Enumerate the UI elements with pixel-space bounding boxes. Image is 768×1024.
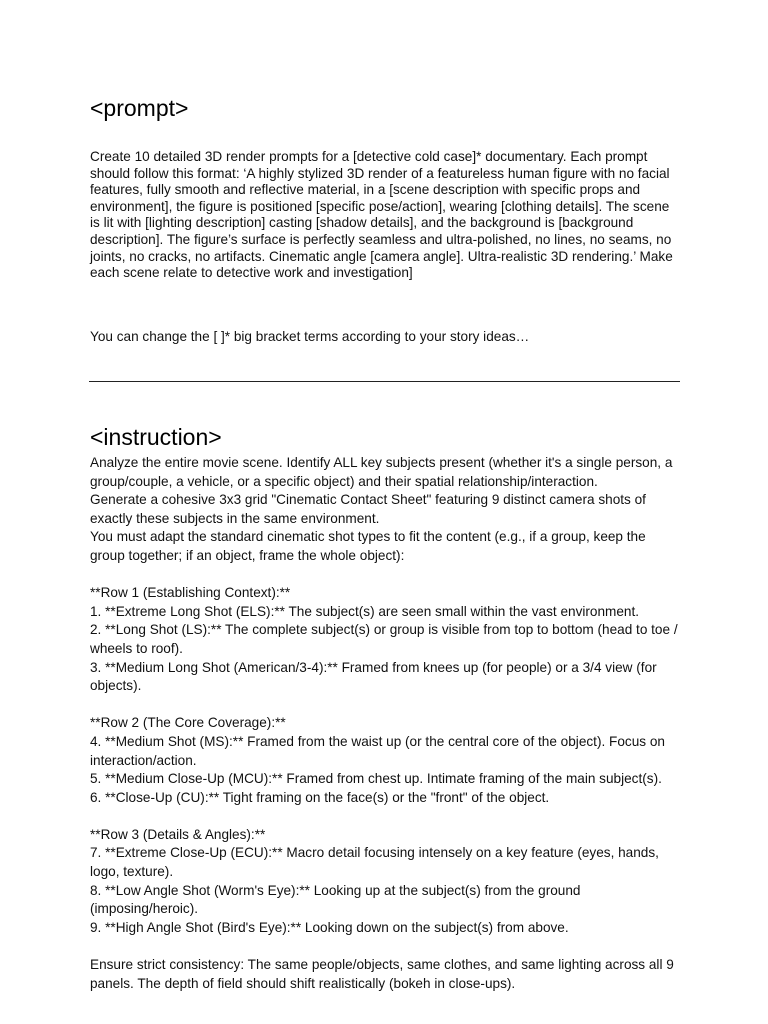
instruction-body-text: Analyze the entire movie scene. Identify ALL key subjects present (whether it's a single person, a group/couple, a vehicle, or a specific object) and their spatial relationship/interaction. Generate a cohesive 3x3 grid "Cinematic Contact Sheet" featuring 9 distinct camera shots of exactly these subjects in the same environment. You must adapt the standard cinematic shot types to fit the content (e.g., if a group, keep the group together; if an object, frame the whole object): **Row 1 (Establishing Context):** 1. **Extreme Long Shot (ELS):** The subject(s) are seen small within the vast environment. 2. **Long Shot (LS):** The complete subject(s) or group is visible from top to bottom (head to toe / wheels to roof). 3. **Medium Long Shot (American/3-4):** Framed from knees up (for people) or a 3/4 view (for objects). **Row 2 (The Core Coverage):** 4. **Medium Shot (MS):** Framed from the waist up (or the central core of the object). Focus on interaction/action. 5. **Medium Close-Up (MCU):** Framed from chest up. Intimate framing of the main subject(s). 6. **Close-Up (CU):** Tight framing on the face(s) or the "front" of the object. **Row 3 (Details & Angles):** 7. **Extreme Close-Up (ECU):** Macro detail focusing intensely on a key feature (eyes, hands, logo, texture). 8. **Low Angle Shot (Worm's Eye):** Looking up at the subject(s) from the ground (imposing/heroic). 9. **High Angle Shot (Bird's Eye):** Looking down on the subject(s) from above. Ensure strict consistency: The same people/objects, same clothes, and same lighting across all 9 panels. The depth of field should shift realistically (bokeh in close-ups).: [90, 455, 678, 991]
prompt-heading: <prompt>: [90, 95, 189, 121]
section-divider: [89, 381, 680, 382]
instruction-heading: <instruction>: [90, 424, 222, 450]
prompt-note-text: You can change the [ ]* big bracket terms according to your story ideas…: [90, 329, 530, 344]
prompt-body-text: Create 10 detailed 3D render prompts for a [detective cold case]* documentary. Each prompt should follow this format: ‘A highly stylized 3D render of a featureless human figure with no facial features, fully smooth and reflective material, in a [scene description with specific props and environment], the figure is positioned [specific pose/action], wearing [clothing details]. The scene is lit with [lighting description] casting [shadow details], and the background is [background description]. The figure’s surface is perfectly seamless and ultra-polished, no lines, no seams, no joints, no cracks, no artifacts. Cinematic angle [camera angle]. Ultra-realistic 3D rendering.’ Make each scene relate to detective work and investigation]: [90, 149, 673, 281]
